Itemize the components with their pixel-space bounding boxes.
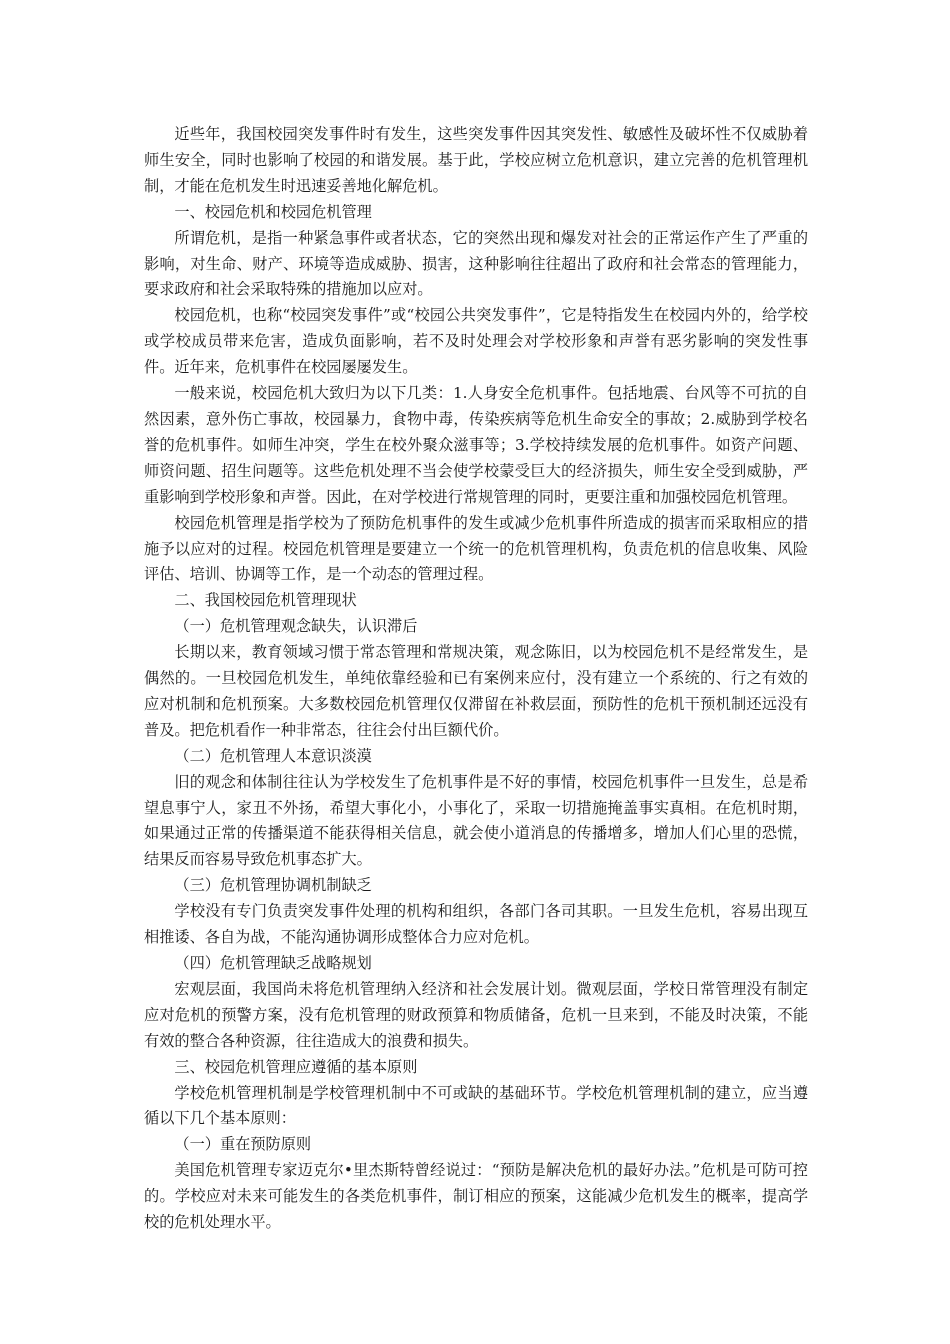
document-body <box>144 122 808 1236</box>
paragraph-campus-crisis: 校园危机，也称“校园突发事件”或“校园公共突发事件”，它是特指发生在校园内外的，给学校或学校成员带来危害，造成负面影响，若不及时处理会对学校形象和声誉有恶劣影响的突发性事件。近年来，危机事件在校园屡屡发生。 <box>144 306 808 377</box>
subsection-heading-2-3: （三）危机管理协调机制缺乏 <box>174 876 372 895</box>
section-heading-1: 一、校园危机和校园危机管理 <box>174 202 372 221</box>
subsection-heading-2-4: （四）危机管理缺乏战略规划 <box>174 954 372 972</box>
paragraph-2-4: 宏观层面，我国尚未将危机管理纳入经济和社会发展计划。微观层面，学校日常管理没有制定应对危机的预警方案，没有危机管理的财政预算和物质储备，危机一旦来到，不能及时决策，不能有效的整合各种资源，往往造成大的浪费和损失。 <box>144 979 808 1050</box>
paragraph-2-1: 长期以来，教育领域习惯于常态管理和常规决策，观念陈旧，以为校园危机不是经常发生，是偶然的。一旦校园危机发生，单纯依靠经验和已有案例来应付，没有建立一个系统的、行之有效的应对机制和危机预案。大多数校园危机管理仅仅滞留在补救层面，预防性的危机干预机制还远没有普及。把危机看作一种非常态，往往会付出巨额代价。 <box>144 643 808 739</box>
paragraph-crisis-definition: 所谓危机，是指一种紧急事件或者状态，它的突然出现和爆发对社会的正常运作产生了严重的影响，对生命、财产、环境等造成威胁、损害，这种影响往往超出了政府和社会常态的管理能力，要求政府和社会采取特殊的措施加以应对。 <box>144 228 808 299</box>
paragraph-2-3: 学校没有专门负责突发事件处理的机构和组织，各部门各司其职。一旦发生危机，容易出现互相推诿、各自为战，不能沟通协调形成整体合力应对危机。 <box>144 902 808 947</box>
section-heading-3: 三、校园危机管理应遵循的基本原则 <box>174 1057 418 1076</box>
paragraph-crisis-management: 校园危机管理是指学校为了预防危机事件的发生或减少危机事件所造成的损害而采取相应的措施予以应对的过程。校园危机管理是要建立一个统一的危机管理机构，负责危机的信息收集、风险评估、培训、协调等工作，是一个动态的管理过程。 <box>144 513 808 584</box>
paragraph-3: 学校危机管理机制是学校管理机制中不可或缺的基础环节。学校危机管理机制的建立，应当遵循以下几个基本原则： <box>144 1083 808 1128</box>
paragraph-crisis-types: 一般来说，校园危机大致归为以下几类：1.人身安全危机事件。包括地震、台风等不可抗的自然因素，意外伤亡事故，校园暴力，食物中毒，传染疾病等危机生命安全的事故；2.威胁到学校名誉的危机事件。如师生冲突，学生在校外聚众滋事等；3.学校持续发展的危机事件。如资产问题、师资问题、招生问题等。这些危机处理不当会使学校蒙受巨大的经济损失，师生安全受到威胁，严重影响到学校形象和声誉。因此，在对学校进行常规管理的同时，更要注重和加强校园危机管理。 <box>144 384 808 506</box>
paragraph-intro: 近些年，我国校园突发事件时有发生，这些突发事件因其突发性、敏感性及破坏性不仅威胁着师生安全，同时也影响了校园的和谐发展。基于此，学校应树立危机意识，建立完善的危机管理机制，才能在危机发生时迅速妥善地化解危机。 <box>144 125 808 195</box>
subsection-heading-3-1: （一）重在预防原则 <box>174 1135 312 1154</box>
section-heading-2: 二、我国校园危机管理现状 <box>174 591 357 610</box>
paragraph-3-1: 美国危机管理专家迈克尔•里杰斯特曾经说过：“预防是解决危机的最好办法。”危机是可防可控的。学校应对未来可能发生的各类危机事件，制订相应的预案，这能减少危机发生的概率，提高学校的危机处理水平。 <box>144 1161 808 1232</box>
subsection-heading-2-2: （二）危机管理人本意识淡漠 <box>174 746 372 765</box>
paragraph-2-2: 旧的观念和体制往往认为学校发生了危机事件是不好的事情，校园危机事件一旦发生，总是希望息事宁人，家丑不外扬，希望大事化小，小事化了，采取一切措施掩盖事实真相。在危机时期，如果通过正常的传播渠道不能获得相关信息，就会使小道消息的传播增多，增加人们心里的恐慌，结果反而容易导致危机事态扩大。 <box>144 772 808 869</box>
subsection-heading-2-1: （一）危机管理观念缺失，认识滞后 <box>174 617 418 636</box>
